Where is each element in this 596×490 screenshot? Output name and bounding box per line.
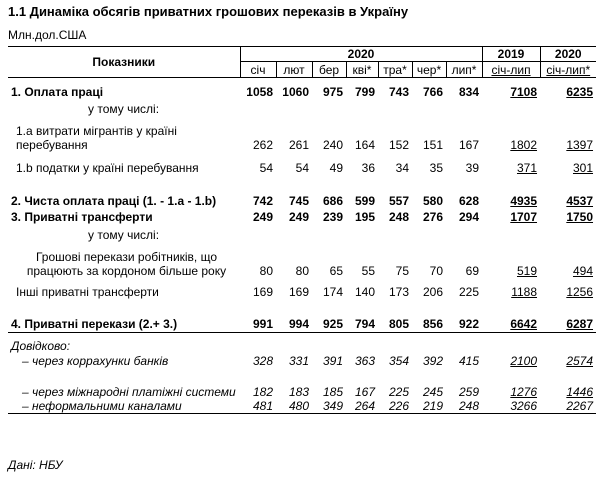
cell: 219: [412, 399, 446, 414]
cell: 65: [329, 263, 343, 278]
cell-2019: 519: [516, 263, 538, 278]
cell: 80: [295, 263, 309, 278]
row-label: Довідково:: [11, 339, 71, 353]
row-label: 2. Чиста оплата праці (1. - 1.a - 1.b): [11, 193, 217, 208]
cell: 54: [259, 160, 273, 175]
cell: 169: [288, 284, 309, 299]
cell-2019: 1188: [511, 284, 538, 299]
header-month: чер*: [412, 62, 446, 78]
table-row: [8, 316, 596, 333]
cell: 69: [465, 263, 480, 278]
cell: 225: [458, 284, 480, 299]
cell: 794: [346, 316, 378, 333]
source-note: Дані: НБУ: [8, 458, 63, 472]
cell: 225: [388, 384, 409, 399]
cell: 742: [252, 193, 273, 208]
cell: 195: [354, 209, 375, 224]
row-label: 3. Приватні трансферти: [11, 209, 153, 224]
header-month: бер: [312, 62, 346, 78]
cell: 248: [446, 399, 482, 414]
cell: 185: [322, 384, 343, 399]
cell: 994: [276, 316, 312, 333]
cell: 294: [458, 209, 480, 224]
cell: 206: [422, 284, 443, 299]
cell-2020: 2574: [566, 354, 594, 368]
row-label: 1.b податки у країні перебування: [16, 160, 199, 175]
table-row: [8, 284, 596, 300]
cell: 415: [458, 354, 480, 368]
cell: 249: [288, 209, 309, 224]
cell: 557: [388, 193, 409, 208]
cell-2020: 6235: [566, 84, 594, 99]
cell: 991: [240, 316, 276, 333]
cell: 262: [252, 137, 273, 152]
cell: 1058: [246, 84, 273, 99]
header-year-2020: 2020: [240, 47, 482, 62]
cell: 363: [354, 354, 375, 368]
cell: 245: [422, 384, 443, 399]
cell-2019: 1802: [510, 137, 538, 152]
cell: 392: [422, 354, 443, 368]
header-month: лип*: [446, 62, 482, 78]
row-label: Інші приватні трансферти: [16, 284, 159, 299]
cell-2020: 1750: [566, 209, 594, 224]
cell: 164: [354, 137, 375, 152]
cell: 249: [252, 209, 273, 224]
cell: 36: [361, 160, 375, 175]
cell-2020: 2267: [566, 398, 594, 413]
table-row: [8, 118, 596, 152]
cell: 169: [252, 284, 273, 299]
cell: 276: [422, 209, 443, 224]
row-label: у тому числі:: [88, 227, 160, 242]
table-row: [8, 208, 596, 226]
row-label: – через коррахунки банків: [22, 354, 169, 368]
cell: 686: [322, 193, 343, 208]
row-label: 1.а витрати мігрантів у країні перебування: [16, 123, 177, 152]
row-label: 1. Оплата праці: [11, 84, 104, 99]
cell: 55: [361, 263, 375, 278]
cell: 856: [412, 316, 446, 333]
table-row: [8, 160, 596, 176]
cell: 174: [322, 284, 343, 299]
row-label: – через міжнародні платіжні системи: [22, 384, 236, 399]
cell: 922: [446, 316, 482, 333]
cell: 248: [388, 209, 409, 224]
cell: 183: [288, 384, 309, 399]
header-year-2019: 2019: [482, 47, 540, 62]
cell: 766: [422, 84, 443, 99]
header-month: тра*: [378, 62, 412, 78]
cell: 261: [288, 137, 309, 152]
cell: 264: [346, 399, 378, 414]
cell: 240: [322, 137, 343, 152]
row-label: Грошові перекази робітників, що працюють за кордоном більше року: [26, 249, 227, 278]
cell: 480: [276, 399, 312, 414]
cell: 580: [422, 193, 443, 208]
cell: 745: [288, 193, 309, 208]
cell: 391: [322, 354, 343, 368]
header-period-2019: січ-лип: [491, 62, 531, 77]
cell: 599: [354, 193, 375, 208]
table-row: [8, 369, 596, 399]
table-row: [8, 84, 596, 100]
cell: 799: [354, 84, 375, 99]
cell-2019: 3266: [510, 398, 538, 413]
cell: 152: [388, 137, 409, 152]
cell: 49: [329, 160, 343, 175]
cell: 805: [378, 316, 412, 333]
cell-2020: 301: [572, 160, 594, 175]
header-month: січ: [240, 62, 276, 78]
cell: 481: [240, 399, 276, 414]
cell: 834: [458, 84, 480, 99]
table-row: [8, 354, 596, 369]
header-month: кві*: [346, 62, 378, 78]
cell: 173: [388, 284, 409, 299]
cell: 349: [312, 399, 346, 414]
cell-2019: 1707: [510, 209, 538, 224]
cell-2019: 1276: [510, 384, 538, 399]
cell: 1060: [282, 84, 309, 99]
cell-2020: 4537: [566, 193, 594, 208]
cell-2019: 2100: [510, 354, 538, 368]
cell: 39: [465, 160, 480, 175]
cell: 80: [259, 263, 273, 278]
cell: 226: [378, 399, 412, 414]
cell: 167: [354, 384, 375, 399]
cell: 975: [322, 84, 343, 99]
cell-2020: 1256: [566, 284, 594, 299]
table-row: [8, 176, 596, 208]
header-indicators: Показники: [8, 47, 240, 78]
cell-2019: 371: [516, 160, 538, 175]
cell-2020: 1397: [566, 137, 594, 152]
cell-2020: 494: [572, 263, 594, 278]
cell: 925: [312, 316, 346, 333]
header-period-2020: січ-лип*: [546, 62, 591, 77]
cell: 151: [422, 137, 443, 152]
table-row: [8, 339, 596, 354]
header-year-2020-total: 2020: [540, 47, 596, 62]
table-row: [8, 100, 596, 118]
row-label: 4. Приватні перекази (2.+ 3.): [8, 316, 240, 333]
cell: 54: [295, 160, 309, 175]
page-title: 1.1 Динаміка обсягів приватних грошових переказів в Україну: [8, 4, 409, 19]
cell: 182: [252, 384, 273, 399]
cell-2020: 6287: [566, 316, 594, 331]
row-label: – неформальними каналами: [8, 399, 240, 414]
cell-2020: 1446: [566, 384, 594, 399]
table-row: [8, 399, 596, 414]
remittances-table: [8, 46, 596, 414]
cell: 75: [395, 263, 409, 278]
cell: 167: [458, 137, 480, 152]
table-row: [8, 244, 596, 278]
cell: 70: [429, 263, 443, 278]
units-label: Млн.дол.США: [8, 28, 87, 42]
table-row: [8, 226, 596, 244]
cell: 140: [354, 284, 375, 299]
cell: 259: [458, 384, 480, 399]
header-month: лют: [276, 62, 312, 78]
cell: 34: [395, 160, 409, 175]
cell: 331: [288, 354, 309, 368]
cell-2019: 7108: [510, 84, 538, 99]
row-label: у тому числі:: [88, 101, 160, 116]
cell: 354: [388, 354, 409, 368]
cell: 628: [458, 193, 480, 208]
cell: 743: [388, 84, 409, 99]
cell-2019: 4935: [510, 193, 538, 208]
cell-2019: 6642: [510, 316, 538, 331]
cell: 35: [429, 160, 443, 175]
cell: 239: [322, 209, 343, 224]
cell: 328: [252, 354, 273, 368]
